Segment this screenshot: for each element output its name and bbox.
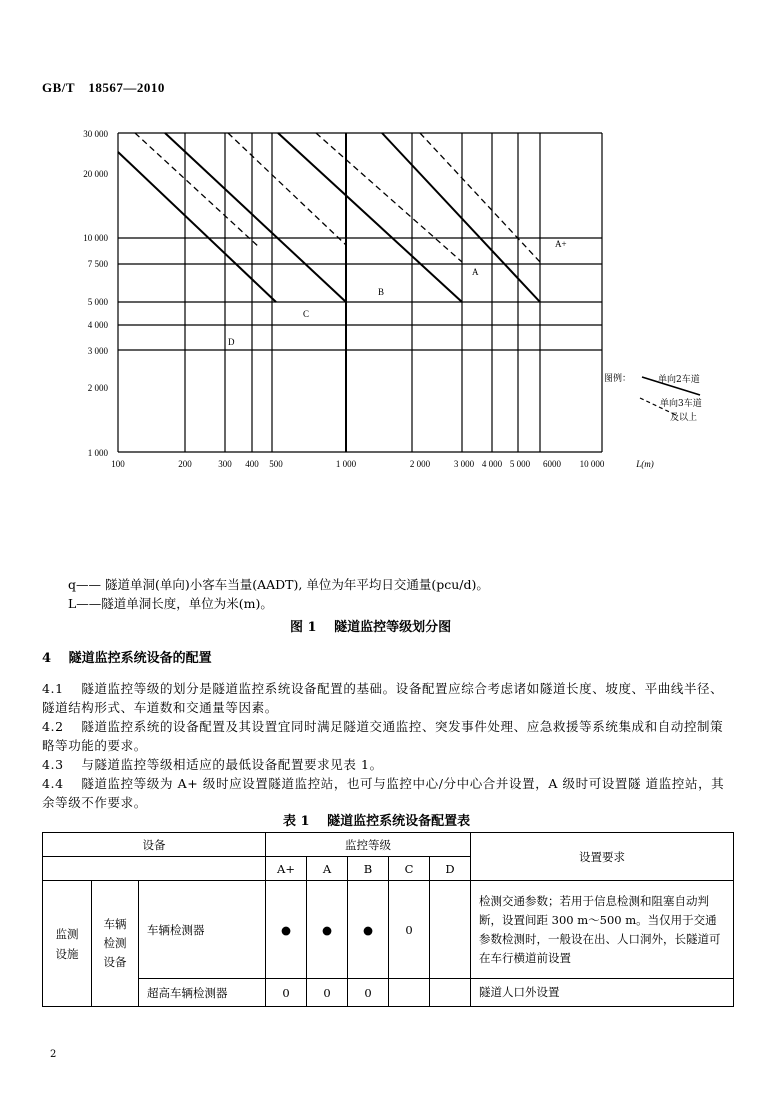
x-tick: 5 000	[509, 459, 531, 469]
figure-note-l: L——隧道单洞长度，单位为米(m)。	[68, 596, 273, 611]
legend-title: 图例：	[604, 374, 632, 384]
zone-label-d: D	[228, 337, 235, 347]
y-tick: 2 000	[87, 383, 108, 393]
category-vehicle-detection	[92, 881, 139, 1007]
header-equipment-blank	[43, 857, 266, 881]
y-tick: 5 000	[87, 297, 108, 307]
x-tick: 500	[269, 459, 283, 469]
paragraph-4-3: 4.3 与隧道监控等级相适应的最低设备配置要求见表 1。	[42, 757, 383, 772]
legend-solid-label: 单向2车道	[658, 375, 700, 385]
level-header: B	[348, 857, 389, 881]
legend-dashed-label-2: 及以上	[670, 413, 698, 423]
zone-labels	[228, 239, 567, 347]
dashed-boundaries	[135, 133, 540, 262]
y-tick: 7 500	[87, 259, 108, 269]
boundary-c-d-dashed	[135, 133, 260, 248]
y-tick: 4 000	[87, 320, 108, 330]
paragraph-4-1: 4.1 隧道监控等级的划分是隧道监控系统设备配置的基础。设备配置应综合考虑诸如隧道长度、坡度、平曲线半径、隧道结构形式、车道数和交通量等因素。	[42, 681, 724, 715]
zone-label-b: B	[378, 287, 385, 297]
header-equipment: 设备	[43, 833, 266, 857]
row-mark: 0	[389, 881, 430, 979]
y-tick: 10 000	[83, 233, 108, 243]
boundary-b-c-dashed	[228, 133, 346, 245]
row-mark: 0	[307, 979, 348, 1007]
x-tick: 1 000	[335, 459, 357, 469]
row-mark: 0	[348, 979, 389, 1007]
y-tick: 1 000	[87, 448, 108, 458]
legend-dashed-label: 单向3车道	[660, 399, 702, 409]
standard-code-header: GB/T 18567—2010	[42, 80, 165, 95]
x-tick: 300	[218, 459, 232, 469]
x-tick: 10 000	[579, 459, 605, 469]
level-header: A+	[266, 857, 307, 881]
x-tick: 200	[178, 459, 192, 469]
horizontal-gridlines	[118, 133, 602, 452]
row-name: 车辆检测器	[139, 881, 266, 979]
row-mark: 0	[266, 979, 307, 1007]
equipment-config-table	[42, 832, 734, 1007]
level-header: A	[307, 857, 348, 881]
y-tick: 30 000	[83, 129, 108, 139]
x-axis-ticks	[111, 459, 605, 469]
figure-caption: 图 1 隧道监控等级划分图	[290, 620, 452, 635]
boundary-b-c-solid	[165, 133, 346, 302]
level-header: C	[389, 857, 430, 881]
row-mark	[430, 979, 471, 1007]
table-caption: 表 1 隧道监控系统设备配置表	[283, 814, 471, 829]
x-tick: 4 000	[481, 459, 503, 469]
paragraph-4-4: 4.4 隧道监控等级为 A+ 级时应设置隧道监控站，也可与监控中心/分中心合并设置，A 级时可设置隧 道监控站，其余等级不作要求。	[42, 776, 725, 810]
row-mark: ●	[307, 881, 348, 979]
category-monitoring	[43, 881, 92, 1007]
boundary-a-b-dashed	[316, 133, 462, 262]
row-mark: ●	[348, 881, 389, 979]
zone-label-aplus: A+	[555, 239, 567, 249]
zone-label-a: A	[472, 267, 479, 277]
section-title: 4 隧道监控系统设备的配置	[42, 651, 212, 666]
x-tick: 100	[111, 459, 125, 469]
page-number: 2	[50, 1049, 57, 1060]
boundary-a-b-solid	[278, 133, 462, 302]
x-tick: 2 000	[409, 459, 431, 469]
x-tick: 400	[245, 459, 259, 469]
y-axis-ticks	[83, 129, 108, 458]
row-requirement: 检测交通参数；若用于信息检测和阻塞自动判断，设置间距 300 m～500 m。当仅用于交通参数检测时，一般设在出、人口洞外，长隧道可在车行横道前设置	[471, 881, 734, 979]
row-mark	[389, 979, 430, 1007]
chart-legend	[604, 372, 702, 423]
x-tick: 6000	[543, 459, 561, 469]
boundary-aplus-a-dashed	[420, 133, 540, 262]
paragraph-4-2: 4.2 隧道监控系统的设备配置及其设置宜同时满足隧道交通监控、突发事件处理、应急救援等系统集成和自动控制策略等功能的要求。	[42, 719, 724, 753]
category-monitoring-label: 监测设施	[55, 926, 79, 961]
row-requirement: 隧道人口外设置	[471, 979, 734, 1007]
boundary-aplus-a-solid	[382, 133, 540, 302]
x-axis-unit: L(m)	[636, 459, 654, 469]
row-name: 超高车辆检测器	[139, 979, 266, 1007]
row-mark	[430, 881, 471, 979]
category-vehicle-detection-label: 车辆检测设备	[103, 917, 127, 969]
header-requirement: 设置要求	[471, 833, 734, 881]
row-mark: ●	[266, 881, 307, 979]
y-tick: 20 000	[83, 169, 108, 179]
zone-label-c: C	[303, 309, 310, 319]
level-header: D	[430, 857, 471, 881]
header-level: 监控等级	[266, 833, 471, 857]
figure-note-q: q—— 隧道单洞(单向)小客车当量(AADT), 单位为年平均日交通量(pcu/d)。	[68, 577, 489, 592]
y-tick: 3 000	[87, 346, 108, 356]
x-tick: 3 000	[453, 459, 475, 469]
vertical-gridlines	[118, 133, 602, 452]
